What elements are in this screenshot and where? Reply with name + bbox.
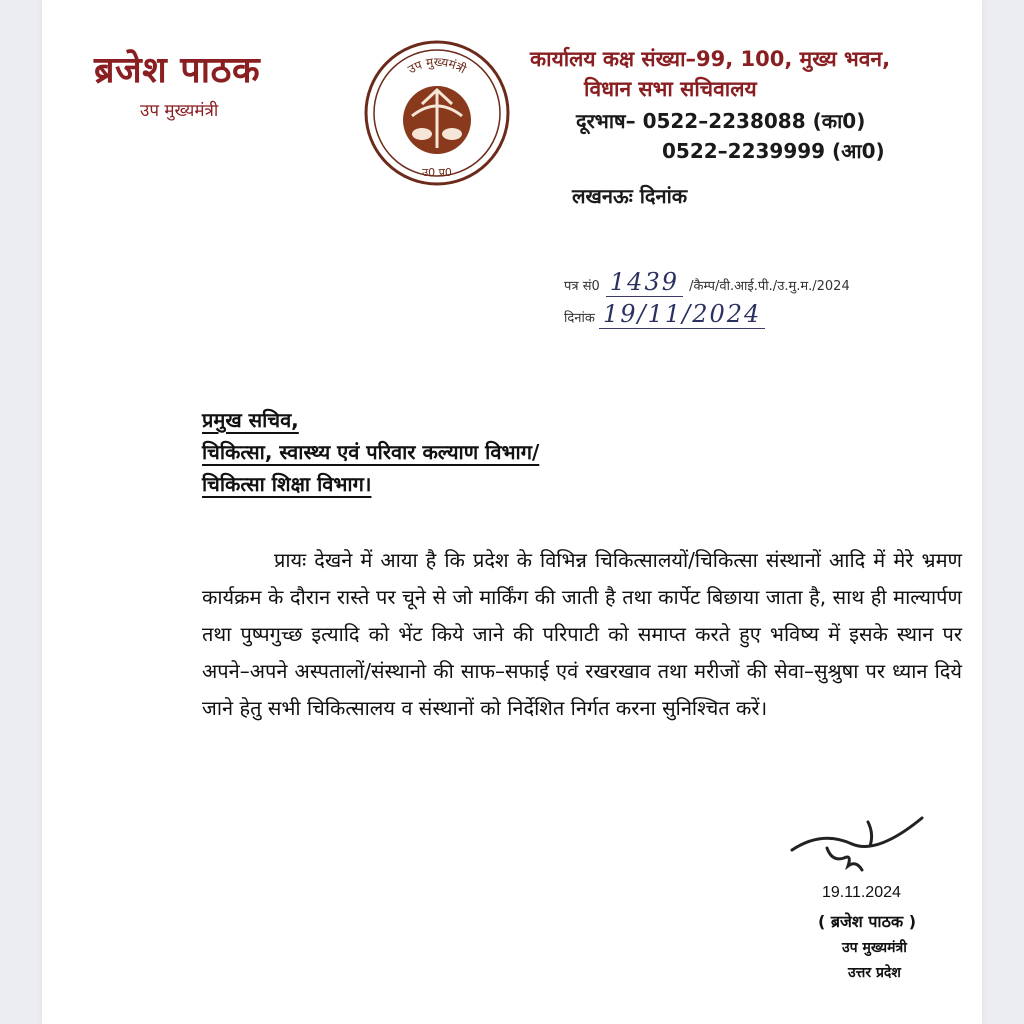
addressee-line-3: चिकित्सा शिक्षा विभाग।: [202, 472, 372, 496]
letter-number: [564, 268, 850, 297]
svg-text:उप मुख्यमंत्री: [405, 55, 469, 77]
letterhead-designation: उप मुख्यमंत्री: [140, 101, 219, 121]
signatory-name: ( ब्रजेश पाठक ): [818, 912, 917, 931]
letter-date-value: 19/11/2024: [599, 300, 765, 329]
addressee-line-1: प्रमुख सचिव,: [202, 408, 299, 432]
letter-number-label: पत्र सं0: [564, 279, 600, 294]
letter-number-value: 1439: [606, 268, 683, 297]
signatory-post: उप मुख्यमंत्री: [842, 940, 907, 956]
emblem-bottom-text: उ0 प्र0: [422, 166, 452, 179]
addressee-line-2: चिकित्सा, स्वास्थ्य एवं परिवार कल्याण विभाग/: [202, 440, 540, 464]
up-government-emblem-icon: [362, 38, 512, 188]
office-line-1: कार्यालय कक्ष संख्या–99, 100, मुख्य भवन,: [530, 47, 891, 71]
letter-date-label: दिनांक: [564, 311, 595, 326]
addressee: [202, 404, 539, 500]
letter-page: [42, 0, 982, 1024]
phone-numbers: [576, 106, 885, 166]
letterhead-name: ब्रजेश पाठक: [94, 50, 261, 91]
phone-line-1: दूरभाष– 0522–2238088 (का0): [576, 109, 866, 133]
emblem-top-text: उप मुख्यमंत्री: [405, 54, 469, 77]
office-line-2: विधान सभा सचिवालय: [584, 77, 757, 101]
phone-line-2: 0522–2239999 (आ0): [662, 139, 885, 163]
office-address: [530, 44, 890, 104]
letter-date: [564, 300, 765, 329]
signatory-state: उत्तर प्रदेश: [848, 965, 901, 981]
signature-date: 19.11.2024: [822, 884, 901, 901]
handwritten-signature-icon: [782, 800, 932, 885]
letter-body: प्रायः देखने में आया है कि प्रदेश के विभिन्न चिकित्सालयों/चिकित्सा संस्थानों आदि में मेरे भ्रमण कार्यक्रम के दौरान रास्ते पर चूने से जो मार्किंग की जाती है तथा कार्पेट बिछाया जाता है, साथ ही माल्यार्पण तथा पुष्पगुच्छ इत्यादि को भेंट किये जाने की परिपाटी को समाप्त करते हुए भविष्य में इसके स्थान पर अपने–अपने अस्पतालों/संस्थानो की साफ–सफाई एवं रखरखाव तथा मरीजों की सेवा–सुश्रुषा पर ध्यान दिये जाने हेतु सभी चिकित्सालय व संस्थानों को निर्देशित निर्गत करना सुनिश्चित करें।: [202, 548, 962, 720]
place-date: लखनऊः दिनांक: [572, 184, 688, 208]
letter-number-suffix: /कैम्प/वी.आई.पी./उ.मु.म./2024: [689, 279, 850, 294]
